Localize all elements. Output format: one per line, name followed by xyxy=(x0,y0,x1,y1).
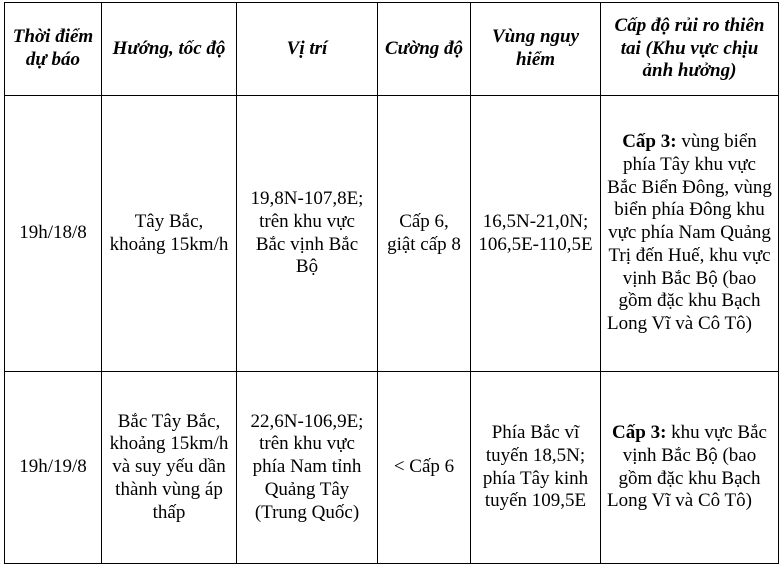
table-row xyxy=(5,96,779,372)
header-danger-zone: Vùng nguy hiểm xyxy=(471,3,601,96)
table-row xyxy=(5,372,779,564)
cell-danger-zone: Phía Bắc vĩ tuyến 18,5N; phía Tây kinh tuyến 109,5E xyxy=(471,372,601,564)
forecast-table xyxy=(4,2,779,564)
header-intensity: Cường độ xyxy=(378,3,471,96)
cell-risk xyxy=(601,372,779,564)
cell-intensity: < Cấp 6 xyxy=(378,372,471,564)
header-direction: Hướng, tốc độ xyxy=(102,3,237,96)
risk-level-label: Cấp 3: xyxy=(622,131,677,153)
cell-direction: Tây Bắc, khoảng 15km/h xyxy=(102,96,237,372)
risk-area-text: vùng biển phía Tây khu vực Bắc Biển Đông, vùng biển phía Đông khu vực phía Nam Quảng Trị đến Huế, khu vực vịnh Bắc Bộ (bao gồm đặc khu Bạch Long Vĩ và Cô Tô) xyxy=(607,131,772,334)
table-header-row xyxy=(5,3,779,96)
cell-position: 19,8N-107,8E; trên khu vực Bắc vịnh Bắc Bộ xyxy=(237,96,378,372)
cell-risk xyxy=(601,96,779,372)
header-risk-level: Cấp độ rủi ro thiên tai (Khu vực chịu ảnh hưởng) xyxy=(601,3,779,96)
header-time: Thời điểm dự báo xyxy=(5,3,102,96)
cell-time: 19h/19/8 xyxy=(5,372,102,564)
cell-position: 22,6N-106,9E; trên khu vực phía Nam tỉnh Quảng Tây (Trung Quốc) xyxy=(237,372,378,564)
cell-direction: Bắc Tây Bắc, khoảng 15km/h và suy yếu dần thành vùng áp thấp xyxy=(102,372,237,564)
cell-danger-zone: 16,5N-21,0N; 106,5E-110,5E xyxy=(471,96,601,372)
risk-level-label: Cấp 3: xyxy=(612,422,667,444)
cell-intensity: Cấp 6, giật cấp 8 xyxy=(378,96,471,372)
cell-time: 19h/18/8 xyxy=(5,96,102,372)
header-position: Vị trí xyxy=(237,3,378,96)
risk-area-text: khu vực Bắc vịnh Bắc Bộ (bao gồm đặc khu Bạch Long Vĩ và Cô Tô) xyxy=(607,422,767,512)
